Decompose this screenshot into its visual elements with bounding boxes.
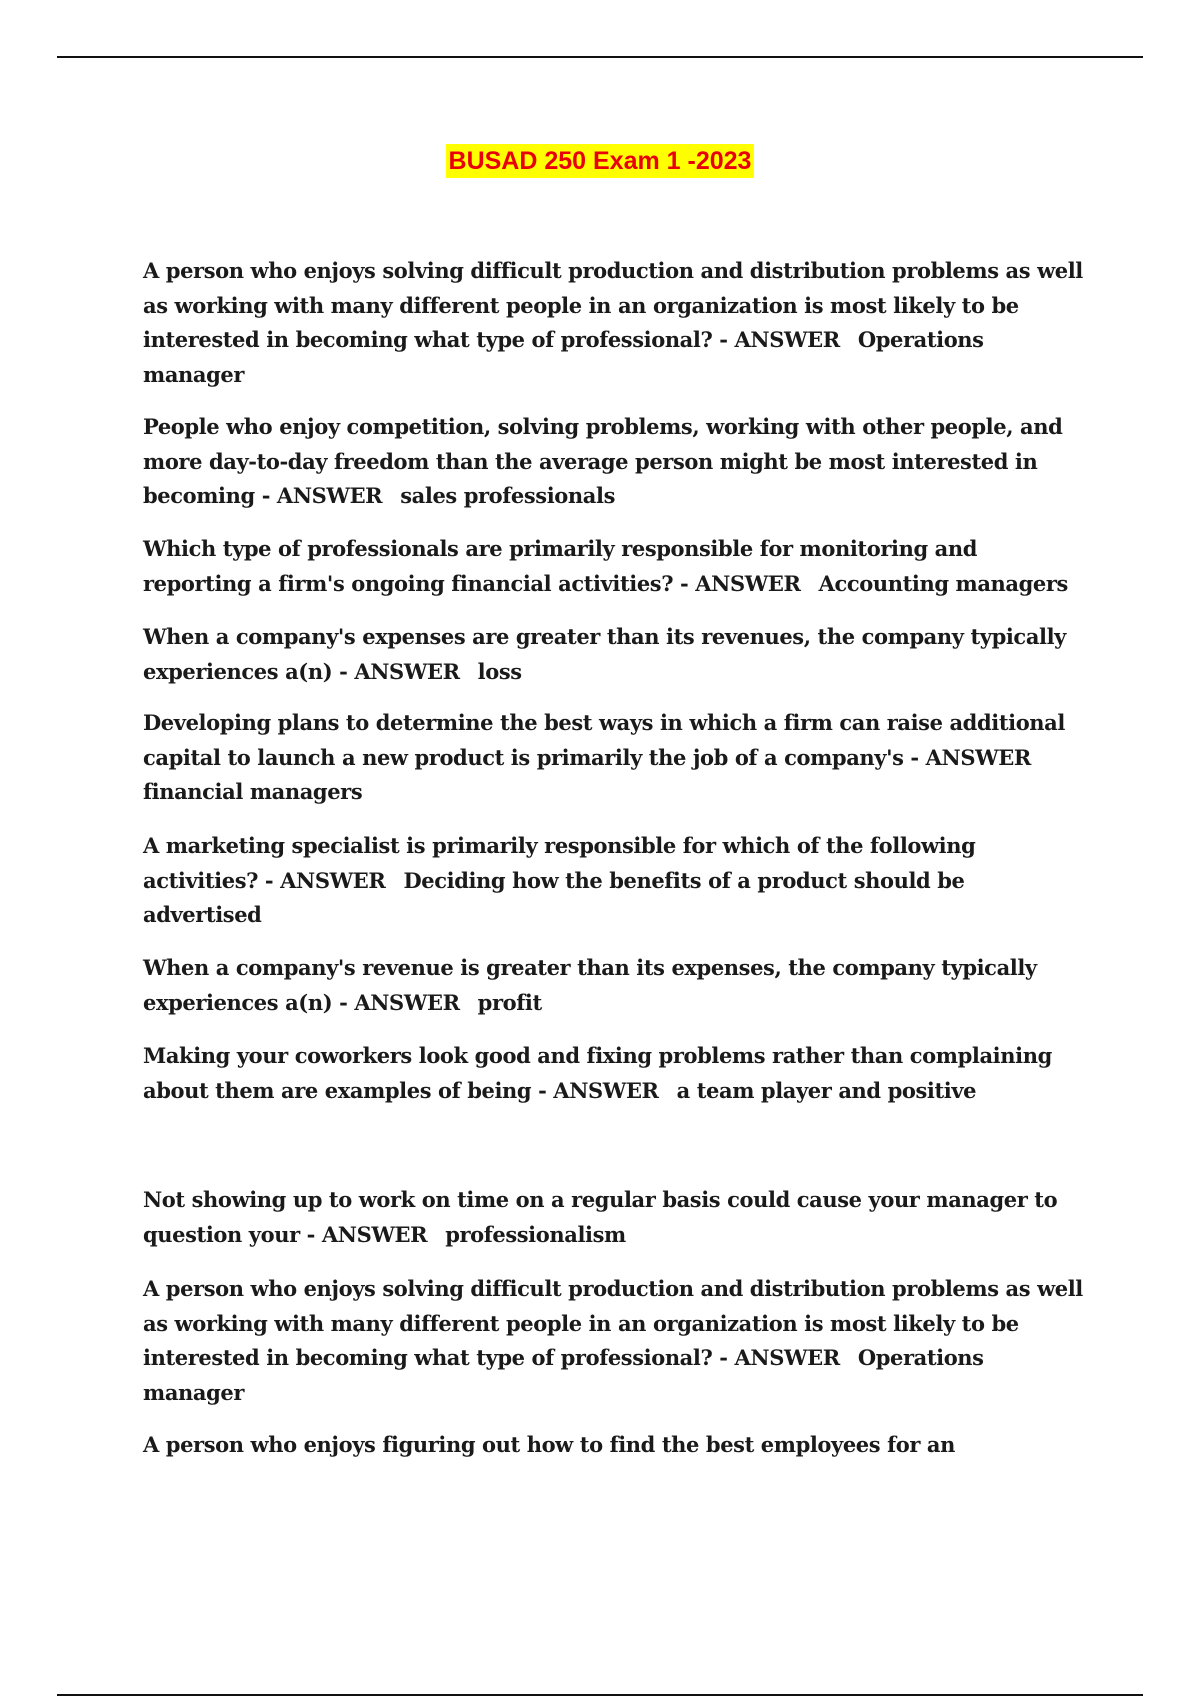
question-text: A person who enjoys solving difficult production and distribution problems as well as working with many different people in an organization is most likely to be interested in becoming what type of professional? - ANSWER xyxy=(143,258,1083,352)
answer-text: loss xyxy=(477,658,522,684)
answer-text: sales professionals xyxy=(400,483,615,508)
answer-text: Operations manager xyxy=(143,1345,984,1405)
question-text: Making your coworkers look good and fixing problems rather than complaining about them are examples of being - ANSWER xyxy=(143,1043,1052,1103)
question-text: Which type of professionals are primarily responsible for monitoring and reporting a firm's ongoing financial activities? - ANSWER xyxy=(143,536,977,596)
question-text: When a company's revenue is greater than its expenses, the company typically experiences a(n) - ANSWER xyxy=(143,955,1037,1015)
qa-item-11 xyxy=(143,1428,1083,1463)
qa-item-5 xyxy=(143,706,1083,810)
qa-item-6 xyxy=(143,829,1083,933)
title-container xyxy=(0,144,1200,178)
question-text: When a company's expenses are greater than its revenues, the company typically experiences a(n) - ANSWER xyxy=(143,624,1066,684)
qa-item-10 xyxy=(143,1272,1083,1410)
answer-text: professionalism xyxy=(445,1221,626,1247)
question-text: Not showing up to work on time on a regular basis could cause your manager to question your - ANSWER xyxy=(143,1187,1058,1247)
question-text: People who enjoy competition, solving problems, working with other people, and more day-to-day freedom than the average person might be most interested in becoming - ANSWER xyxy=(143,414,1063,508)
top-rule xyxy=(57,56,1143,58)
qa-item-8 xyxy=(143,1039,1083,1108)
qa-item-3 xyxy=(143,532,1083,601)
answer-text: financial managers xyxy=(143,779,363,804)
answer-text: profit xyxy=(477,989,542,1015)
question-text: Developing plans to determine the best ways in which a firm can raise additional capital to launch a new product is primarily the job of a company's - ANSWER xyxy=(143,710,1065,770)
answer-text: Accounting managers xyxy=(818,570,1068,596)
question-text: A person who enjoys figuring out how to find the best employees for an xyxy=(143,1432,955,1457)
document-title: BUSAD 250 Exam 1 -2023 xyxy=(446,144,755,178)
qa-item-9 xyxy=(143,1183,1083,1252)
bottom-rule xyxy=(57,1694,1143,1696)
qa-item-2 xyxy=(143,410,1083,514)
answer-text: a team player and positive xyxy=(676,1077,977,1103)
qa-item-7 xyxy=(143,951,1083,1020)
question-text: A marketing specialist is primarily responsible for which of the following activities? - ANSWER xyxy=(143,833,976,893)
qa-item-4 xyxy=(143,620,1083,689)
question-text: A person who enjoys solving difficult production and distribution problems as well as working with many different people in an organization is most likely to be interested in becoming what type of professional? - ANSWER xyxy=(143,1276,1083,1370)
answer-text: Operations manager xyxy=(143,327,984,387)
qa-item-1 xyxy=(143,254,1083,392)
answer-text: Deciding how the benefits of a product should be advertised xyxy=(143,867,965,927)
